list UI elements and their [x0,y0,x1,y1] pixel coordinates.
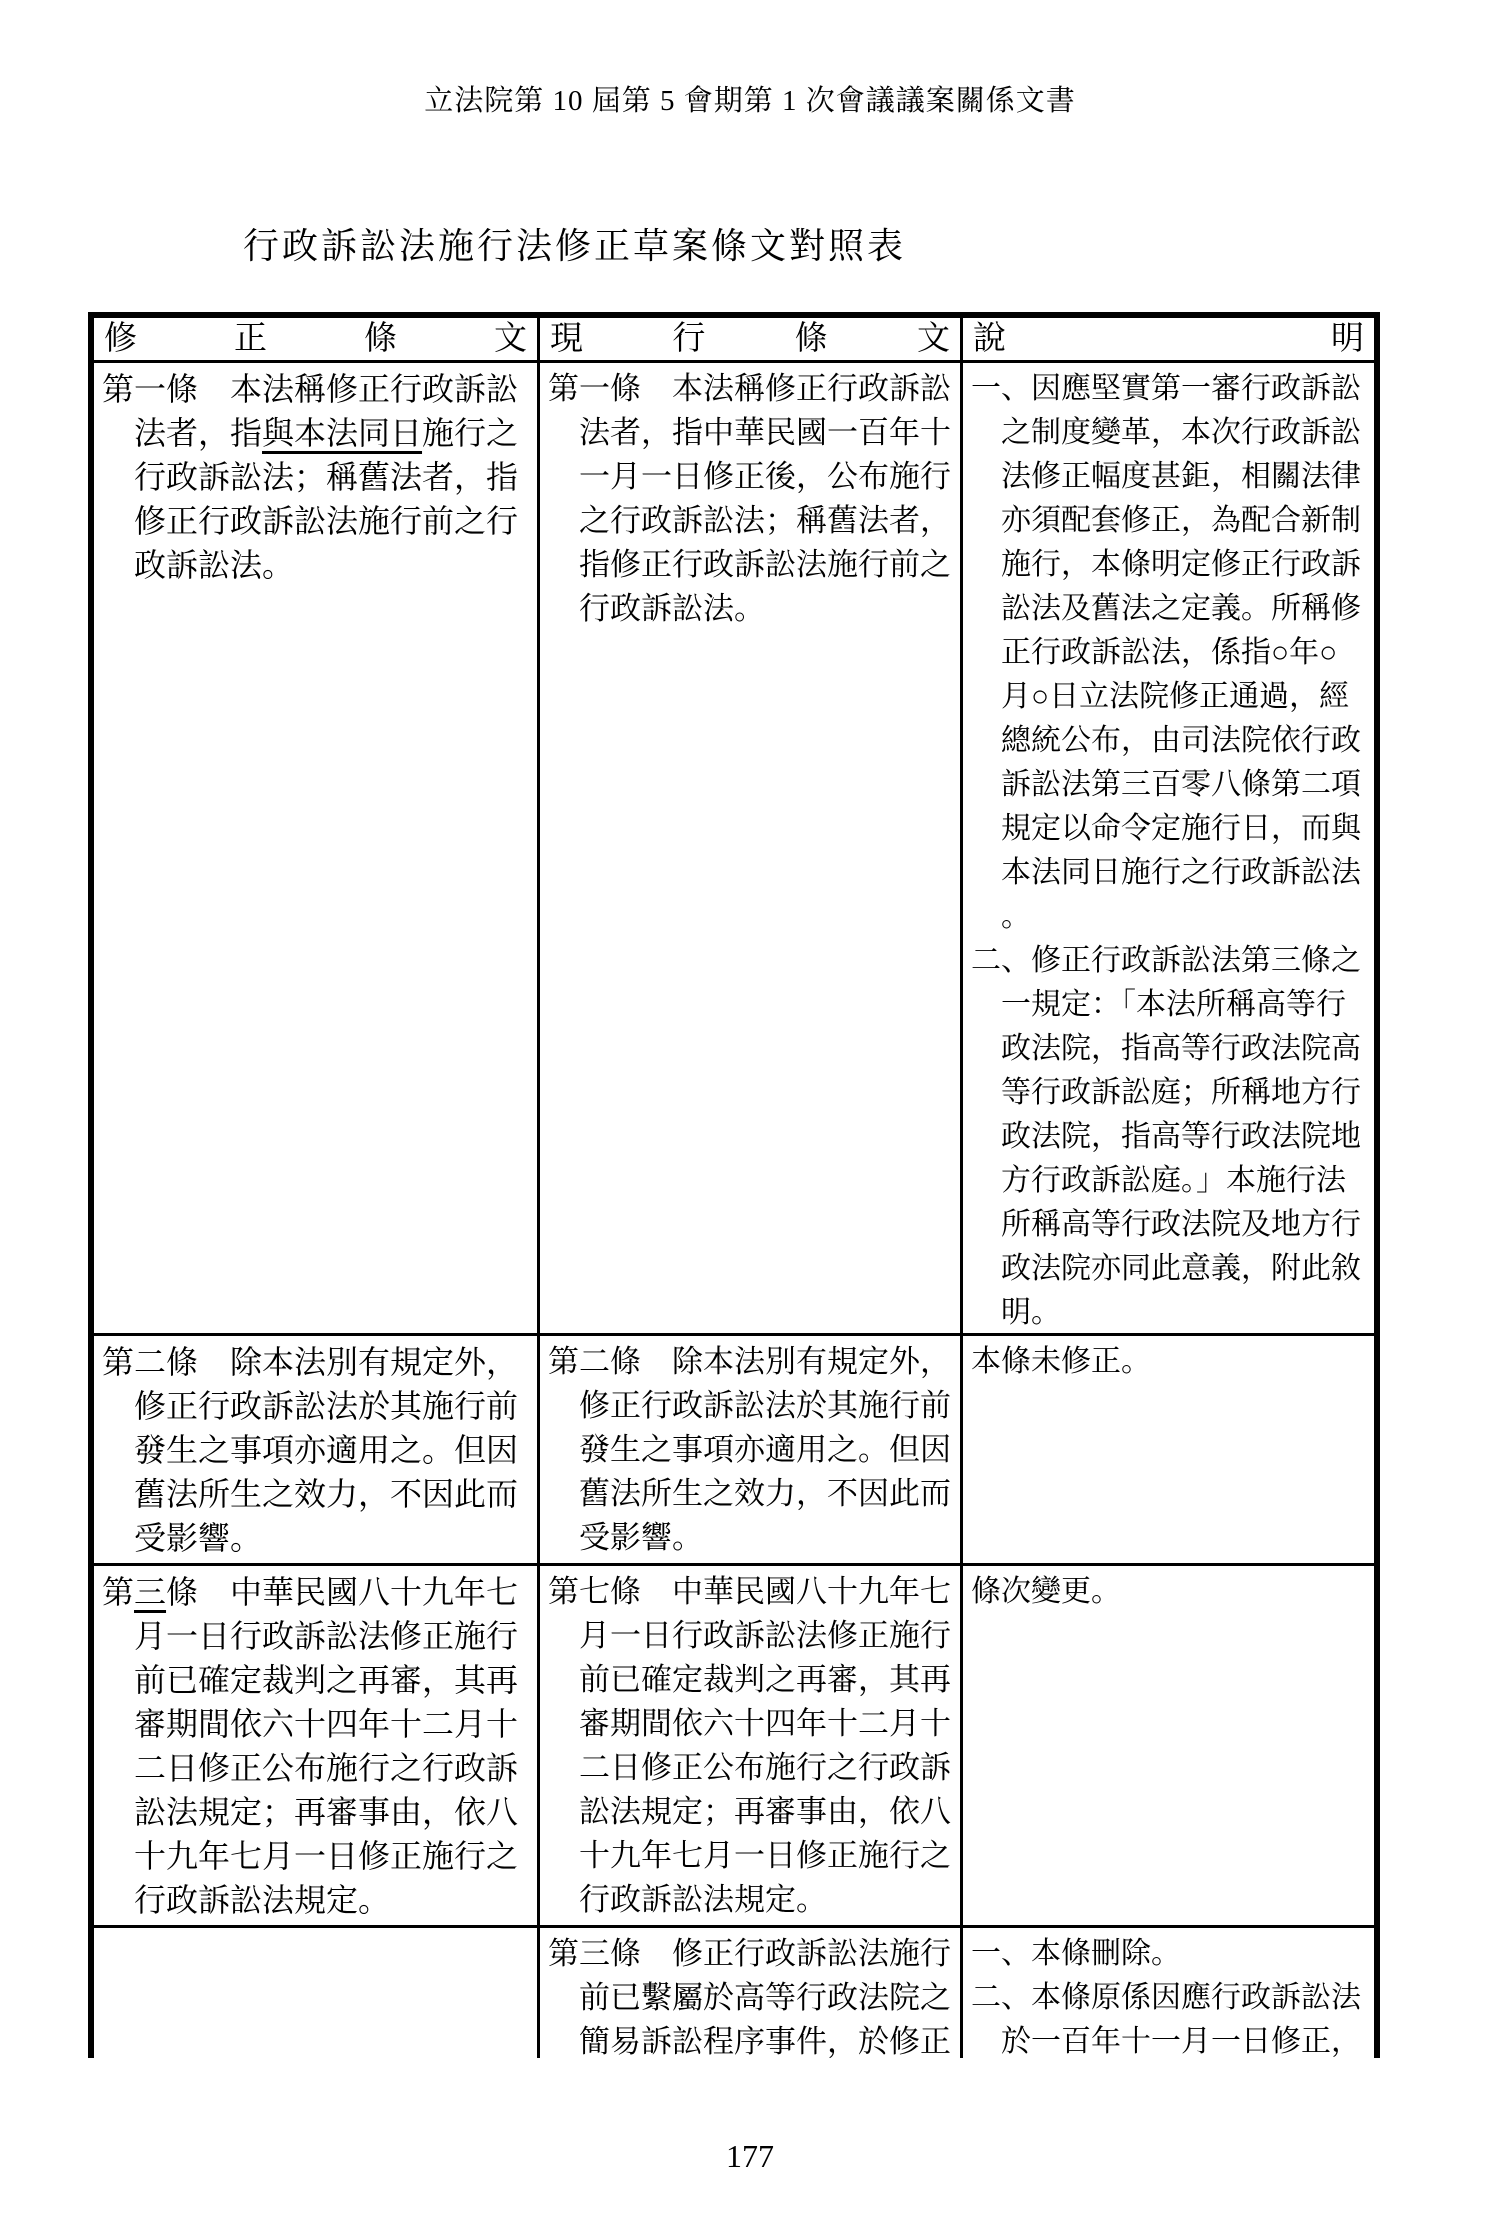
cell-explanation [960,1566,1374,1925]
paragraph: 第二條 除本法別有規定外，修正行政訴訟法於其施行前發生之事項亦適用之。但因舊法所生之效力，不因此而受影響。 [102,1344,519,1556]
paragraph: 一、本條刪除。 [971,1937,1181,1970]
paragraph: 第二條 除本法別有規定外，修正行政訴訟法於其施行前發生之事項亦適用之。但因舊法所生之效力，不因此而受影響。 [548,1344,951,1555]
document-title: 行政訴訟法施行法修正草案條文對照表 [243,226,907,266]
paragraph: 第七條 中華民國八十九年七月一日行政訴訟法修正施行前已確定裁判之再審，其再審期間依六十四年十二月十二日修正公布施行之行政訴訟法規定；再審事由，依八十九年七月一日修正施行之行政訴訟法規定。 [548,1574,951,1917]
cell-current [537,1928,960,2058]
paragraph: 二、修正行政訴訟法第三條之一規定：「本法所稱高等行政法院，指高等行政法院高等行政訴訟庭；所稱地方行政法院，指高等行政法院地方行政訴訟庭。」本施行法所稱高等行政法院及地方行政法院亦同此意義，附此敘明。 [971,944,1361,1329]
cell-amended [94,1566,537,1925]
table-row [94,1563,1374,1925]
cell-amended [94,1928,537,2058]
header-cell-current: 現行條文 [537,318,960,360]
cell-explanation [960,1336,1374,1563]
session-header: 立法院第 10 屆第 5 會期第 1 次會議議案關係文書 [424,85,1076,117]
paragraph: 第一條 本法稱修正行政訴訟法者，指與本法同日施行之行政訴訟法；稱舊法者，指修正行政訴訟法施行前之行政訴訟法。 [102,371,519,583]
comparison-table [88,312,1380,2058]
paragraph: 一、因應堅實第一審行政訴訟之制度變革，本次行政訴訟法修正幅度甚鉅，相關法律亦須配套修正，為配合新制施行，本條明定修正行政訴訟法及舊法之定義。所稱修正行政訴訟法，係指○年○月○日立法院修正通過，經總統公布，由司法院依行政訴訟法第三百零八條第二項規定以命令定施行日，而與本法同日施行之行政訴訟法。 [971,372,1361,933]
header-cell-explanation: 說明 [960,318,1374,360]
paragraph: 第一條 本法稱修正行政訴訟法者，指中華民國一百年十一月一日修正後，公布施行之行政訴訟法；稱舊法者，指修正行政訴訟法施行前之行政訴訟法。 [548,371,951,626]
paragraph: 二、本條原係因應行政訴訟法於一百年十一月一日修正， [971,1981,1361,2058]
table-row [94,360,1374,1333]
table-row [94,1333,1374,1563]
cell-current [537,363,960,1333]
header-cell-amended: 修正條文 [104,321,527,357]
cell-amended [94,1336,537,1563]
cell-explanation [960,363,1374,1333]
cell-current [537,1566,960,1925]
paragraph: 第三條 中華民國八十九年七月一日行政訴訟法修正施行前已確定裁判之再審，其再審期間依六十四年十二月十二日修正公布施行之行政訴訟法規定；再審事由，依八十九年七月一日修正施行之行政訴訟法規定。 [102,1574,519,1918]
table-header-row [94,318,1374,360]
paragraph: 本條未修正。 [971,1345,1151,1378]
table-row [94,1925,1374,2058]
cell-current [537,1336,960,1563]
cell-explanation [960,1928,1374,2058]
page-number: 177 [726,2138,774,2174]
paragraph: 第三條 修正行政訴訟法施行前已繫屬於高等行政法院之簡易訴訟程序事件，於修正 [548,1936,951,2058]
cell-amended [94,363,537,1333]
paragraph: 條次變更。 [971,1575,1121,1608]
